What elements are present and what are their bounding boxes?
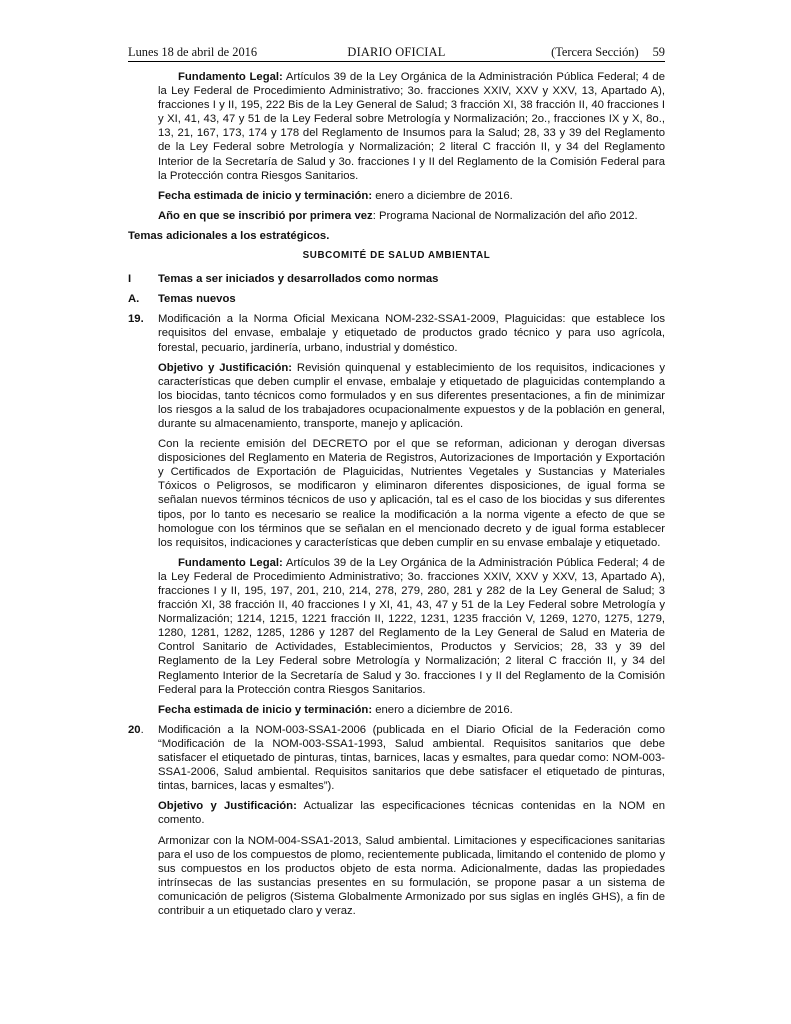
header-title: DIARIO OFICIAL <box>347 45 446 59</box>
item-20-number-wrap <box>128 723 158 793</box>
fundamento-19-label: Fundamento Legal: <box>178 556 283 569</box>
fecha-19-paragraph <box>158 703 665 717</box>
objetivo-19-text: Revisión quinquenal y establecimiento de los requisitos, indicaciones y características que deben cumplir el envase, embalaje y etiquetado de plaguicidas contemplando a los biocidas, tanto técnicos como formulados y en sus diferentes presentaciones, a fin de minimizar los riesgos a la salud de los trabajadores ocupacionalmente expuestos y de la población en general, durante su almacenamiento, transporte, manejo y aplicación. <box>158 361 665 430</box>
anio-label: Año en que se inscribió por primera vez <box>158 209 373 222</box>
item-20 <box>128 723 665 793</box>
item-19-text: Modificación a la Norma Oficial Mexicana NOM-232-SSA1-2009, Plaguicidas: que establece los requisitos del envase, embalaje y etiquetado de productos grado técnico y para uso agrícola, forestal, pecuario, jardinería, urbano, industrial y doméstico. <box>158 313 665 354</box>
fecha-19-text: enero a diciembre de 2016. <box>372 703 513 716</box>
page-header <box>128 44 665 62</box>
armonizar-20-paragraph: Armonizar con la NOM-004-SSA1-2013, Salud ambiental. Limitaciones y especificaciones sanitarias para el uso de los compuestos de plomo, recientemente publicada, limitando el contenido de plomo y sus compuestos en los productos objeto de esta norma. Adicionalmente, dadas las propiedades intrínsecas de las sustancias presentes en su formulación, se propone pasar a un sistema de comunicación de peligros (Sistema Globalmente Armonizado por sus siglas en inglés GHS), a fin de contribuir a un etiquetado claro y veraz. <box>158 834 665 917</box>
fecha-label: Fecha estimada de inicio y terminación: <box>158 189 373 202</box>
fundamento-legal-text: Artículos 39 de la Ley Orgánica de la Administración Pública Federal; 4 de la Ley Federal de Procedimiento Administrativo; 3o. fracciones XXIV, XXV y XXV, 13, Apartado A), fracciones I y II, 195, 222 Bis de la Ley General de Salud; 3 fracción XI, 38 fracción II, 40 fracciones I y XI, 41, 43, 47 y 51 de la Ley Federal sobre Metrología y Normalización; 2o., fracciones IX y X, 8o., 13, 21, 167, 173, 174 y 178 del Reglamento de Insumos para la Salud; 28, 33 y 39 del Reglamento de la Ley Federal sobre Metrología y Normalización; 2 literal C fracción II, y 34 del Reglamento Interior de la Secretaría de Salud y 3o. fracciones I y II del Reglamento de la Comisión Federal para la Protección contra Riesgos Sanitarios. <box>158 71 665 182</box>
item-20-text: Modificación a la NOM-003-SSA1-2006 (publicada en el Diario Oficial de la Federación como “Modificación de la NOM-003-SSA1-1993, Salud ambiental. Requisitos sanitarios que debe satisfacer el etiquetado de pinturas, tintas, barnices, lacas y esmaltes, para quedar como: NOM-003-SSA1-2006, Salud ambiental. Requisitos sanitarios que debe satisfacer el etiquetado de pinturas, tintas, barnices, lacas y esmaltes”). <box>158 723 665 793</box>
section-a-heading <box>128 292 665 306</box>
fundamento-19-text: Artículos 39 de la Ley Orgánica de la Administración Pública Federal; 4 de la Ley Federal de Procedimiento Administrativo; 3o. fracciones XXIV, XXV y XXV, 13, Apartado A), fracciones I y II, 195, 197, 201, 210, 214, 278, 279, 280, 281 y 282 de la Ley General de Salud; 3 fracción XI, 38 fracción II, 40 fracciones I y XI, 41, 43, 47 y 51 de la Ley Federal sobre Metrología y Normalización; 1214, 1215, 1221 fracción II, 1222, 1231, 1235 fracción V, 1269, 1270, 1275, 1279, 1280, 1281, 1282, 1285, 1286 y 1287 del Reglamento de la Ley General de Salud en Materia de Control Sanitario de Actividades, Establecimientos, Productos y Servicios; 28, 33 y 39 del Reglamento de la Ley Federal sobre Metrología y Normalización; 2 literal C fracción II, y 34 del Reglamento Interior de la Secretaría de Salud y 3o. fracciones I y II del Reglamento de la Comisión Federal para la Protección contra Riesgos Sanitarios. <box>158 556 665 696</box>
section-i-heading <box>128 272 665 286</box>
fecha-text: enero a diciembre de 2016. <box>372 189 513 202</box>
document-body <box>128 70 665 924</box>
decreto-19-paragraph: Con la reciente emisión del DECRETO por el que se reforman, adicionan y derogan diversas disposiciones del Reglamento en Materia de Registros, Autorizaciones de Importación y Exportación y Certificados de Exportación de Plaguicidas, Nutrientes Vegetales y Sustancias y Materiales Tóxicos o Peligrosos, se modificaron y eliminaron diferentes disposiciones, de igual forma se señalan nuevos términos técnicos de uso y aplicación, tal es el caso de los biocidas y sus diferentes tipos, por lo tanto es necesario se realice la modificación a la norma vigente a efecto de que se homologue con los términos que se señalan en el mencionado decreto y de igual forma establecer los requisitos, indicaciones y características que deben cumplir en su envase embalaje y etiquetado. <box>158 438 665 549</box>
fundamento-legal-paragraph <box>158 70 665 183</box>
fecha-19-label: Fecha estimada de inicio y terminación: <box>158 703 373 716</box>
header-page-number: 59 <box>652 45 665 59</box>
header-date: Lunes 18 de abril de 2016 <box>128 45 258 59</box>
item-20-number: 20 <box>128 723 141 736</box>
section-i-number: I <box>128 273 132 286</box>
item-19-number: 19. <box>128 313 144 326</box>
objetivo-19-paragraph <box>158 361 665 431</box>
fecha-paragraph <box>158 189 665 203</box>
item-19 <box>128 312 665 354</box>
temas-adicionales-heading: Temas adicionales a los estratégicos. <box>128 229 330 242</box>
anio-text: : Programa Nacional de Normalización del año 2012. <box>372 209 638 222</box>
fundamento-legal-label: Fundamento Legal: <box>178 71 283 83</box>
header-section: (Tercera Sección) <box>551 45 639 59</box>
objetivo-20-paragraph <box>158 799 665 827</box>
fundamento-19-paragraph <box>158 556 665 697</box>
section-a-title: Temas nuevos <box>158 293 236 306</box>
section-a-number: A. <box>128 293 140 306</box>
objetivo-20-text: Actualizar las especificaciones técnicas contenidas en la NOM en comento. <box>158 800 665 827</box>
item-20-dot: . <box>140 723 144 736</box>
subcomite-heading: SUBCOMITÉ DE SALUD AMBIENTAL <box>302 250 491 262</box>
objetivo-19-label: Objetivo y Justificación: <box>158 361 293 374</box>
objetivo-20-label: Objetivo y Justificación: <box>158 800 297 813</box>
anio-paragraph <box>158 209 665 223</box>
section-i-title: Temas a ser iniciados y desarrollados como normas <box>158 273 439 286</box>
